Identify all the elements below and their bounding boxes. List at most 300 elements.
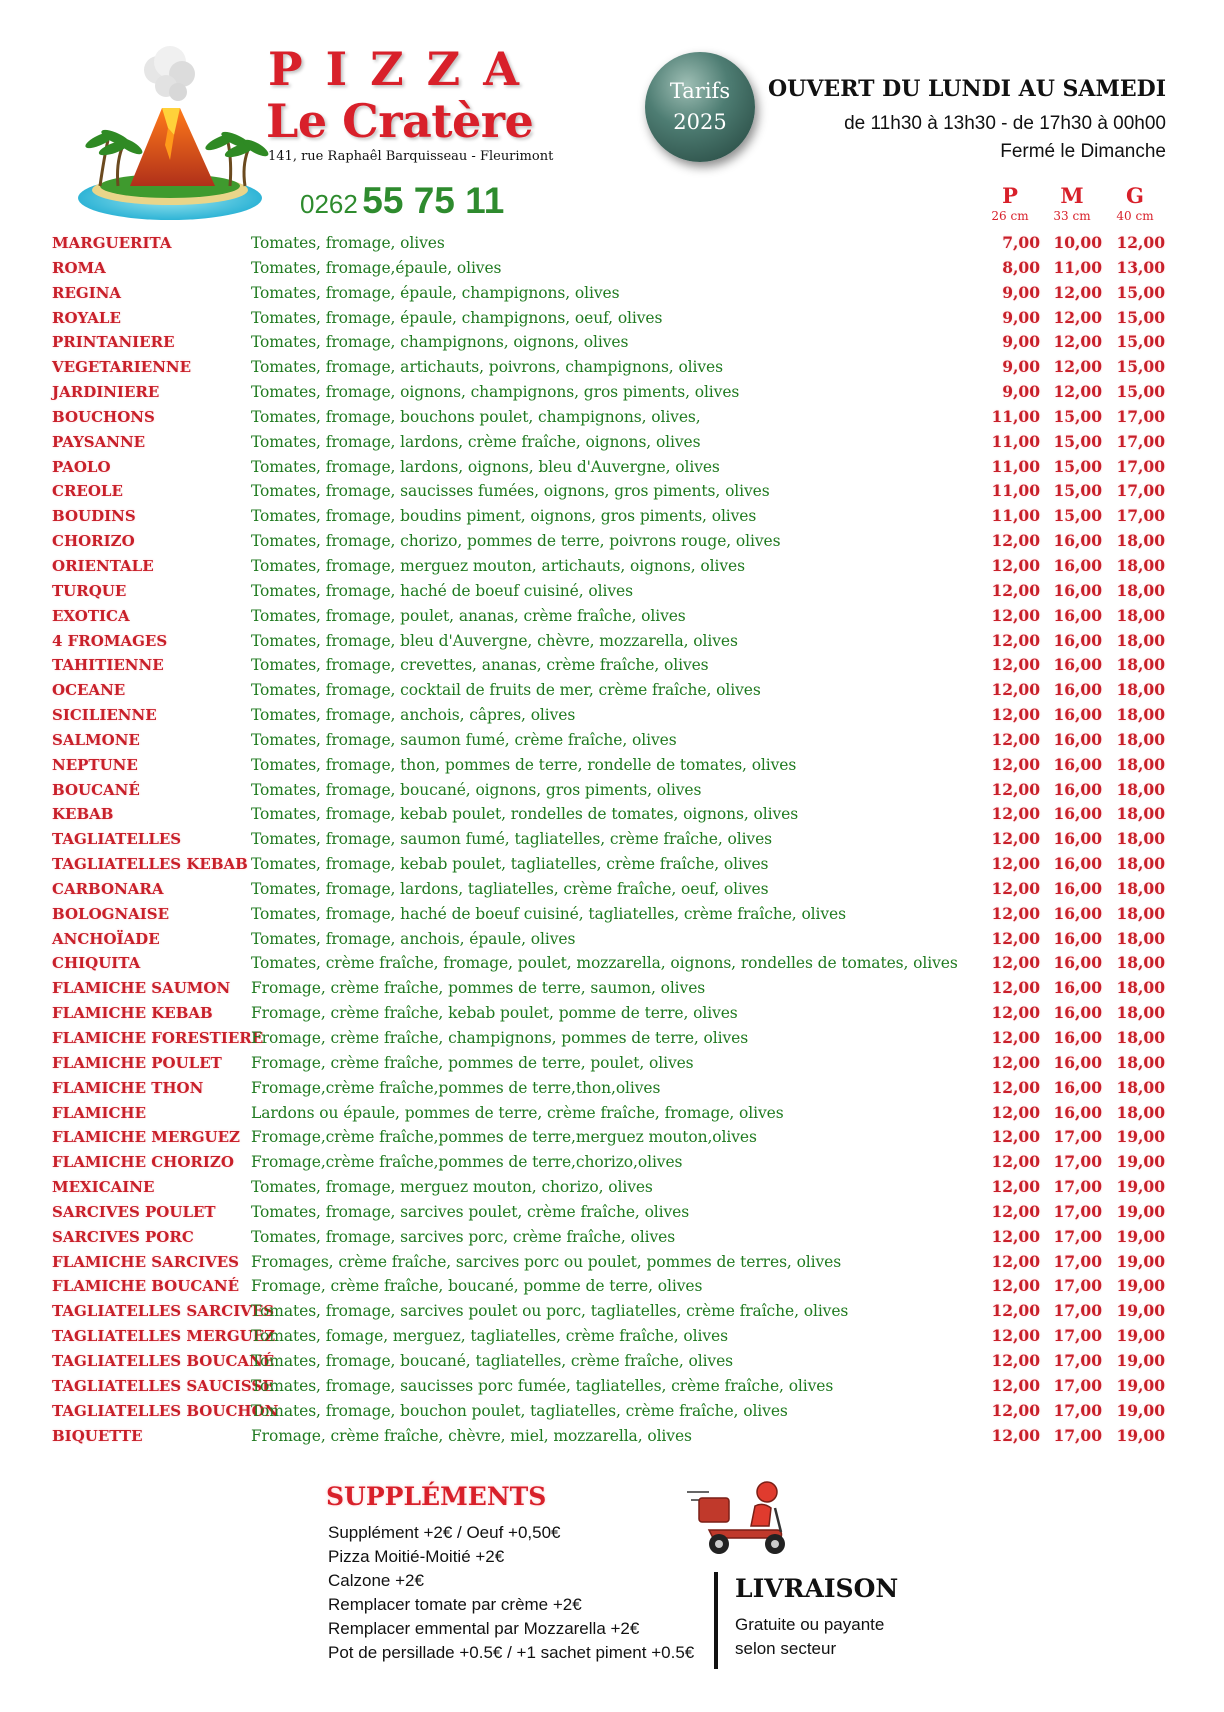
supplements-title: SUPPLÉMENTS	[326, 1482, 547, 1511]
menu-row	[52, 1150, 1172, 1175]
pizza-name: PAOLO	[52, 457, 111, 476]
pizza-ingredients: Tomates, fromage, chorizo, pommes de terre, poivrons rouge, olives	[251, 532, 781, 551]
price-small: 12,00	[991, 1350, 1040, 1370]
pizza-ingredients: Tomates, crème fraîche, fromage, poulet, mozzarella, oignons, rondelles de tomates, olives	[251, 954, 958, 973]
pizza-name: SICILIENNE	[52, 706, 157, 725]
pizza-ingredients: Tomates, fromage, olives	[251, 234, 445, 252]
delivery-scooter-icon	[685, 1478, 795, 1558]
pizza-ingredients: Fromage,crème fraîche,pommes de terre,thon,olives	[251, 1078, 661, 1097]
supplement-item: Remplacer tomate par crème +2€	[328, 1595, 582, 1614]
menu-row	[52, 1001, 1172, 1026]
pizza-name: TAGLIATELLES	[52, 830, 182, 849]
price-large: 19,00	[1116, 1177, 1165, 1197]
menu-row	[52, 1324, 1172, 1349]
pizza-ingredients: Tomates, fromage, kebab poulet, rondelles de tomates, oignons, olives	[251, 805, 799, 824]
menu-row	[52, 1374, 1172, 1399]
pizza-name: ORIENTALE	[52, 556, 154, 575]
price-large: 18,00	[1116, 705, 1165, 725]
price-small: 12,00	[991, 1052, 1040, 1072]
pizza-ingredients: Tomates, fromage, boucané, oignons, gros piments, olives	[251, 780, 702, 799]
menu-row	[52, 231, 1172, 256]
pizza-ingredients: Fromage, crème fraîche, pommes de terre, poulet, olives	[251, 1053, 694, 1072]
price-medium: 16,00	[1053, 978, 1102, 998]
pizza-name: TAGLIATELLES MERGUEZ	[52, 1327, 276, 1346]
price-small: 12,00	[991, 1003, 1040, 1023]
pizza-name: KEBAB	[52, 805, 114, 824]
price-medium: 15,00	[1053, 406, 1102, 426]
pizza-ingredients: Tomates, fromage, bleu d'Auvergne, chèvre, mozzarella, olives	[251, 631, 738, 650]
price-small: 7,00	[1002, 233, 1040, 252]
pizza-name: OCEANE	[52, 681, 126, 700]
pizza-ingredients: Tomates, fromage, anchois, câpres, olives	[251, 706, 576, 725]
price-large: 15,00	[1116, 357, 1165, 377]
price-large: 19,00	[1116, 1276, 1165, 1296]
price-small: 12,00	[991, 1251, 1040, 1271]
pizza-ingredients: Tomates, fromage, sarcives poulet, crème fraîche, olives	[251, 1202, 690, 1221]
pizza-name: TAGLIATELLES BOUCANÉ	[52, 1351, 275, 1370]
price-medium: 17,00	[1053, 1127, 1102, 1147]
price-large: 19,00	[1116, 1152, 1165, 1172]
price-large: 18,00	[1116, 953, 1165, 973]
pizza-name: FLAMICHE THON	[52, 1078, 204, 1097]
delivery-title: LIVRAISON	[735, 1574, 899, 1603]
pizza-name: SALMONE	[52, 730, 140, 749]
pizza-ingredients: Fromages, crème fraîche, sarcives porc ou poulet, pommes de terres, olives	[251, 1252, 842, 1271]
price-medium: 17,00	[1053, 1301, 1102, 1321]
pizza-ingredients: Fromage, crème fraîche, champignons, pommes de terre, olives	[251, 1029, 749, 1047]
pizza-name: MARGUERITA	[52, 234, 172, 252]
supplement-item: Supplément +2€ / Oeuf +0,50€	[328, 1523, 561, 1542]
pizza-name: CHIQUITA	[52, 954, 141, 973]
price-small: 12,00	[991, 1152, 1040, 1172]
price-medium: 15,00	[1053, 456, 1102, 476]
price-large: 18,00	[1116, 978, 1165, 998]
restaurant-name: Le Cratère	[266, 94, 534, 148]
pizza-name: TAGLIATELLES SARCIVES	[52, 1302, 275, 1321]
price-large: 18,00	[1116, 605, 1165, 625]
price-small: 12,00	[991, 779, 1040, 799]
pizza-ingredients: Tomates, fromage, poulet, ananas, crème fraîche, olives	[251, 606, 686, 625]
pizza-ingredients: Lardons ou épaule, pommes de terre, crème fraîche, fromage, olives	[251, 1103, 784, 1122]
menu-row	[52, 554, 1172, 579]
price-medium: 17,00	[1053, 1400, 1102, 1420]
menu-row	[52, 827, 1172, 852]
price-large: 18,00	[1116, 1052, 1165, 1072]
price-medium: 17,00	[1053, 1177, 1102, 1197]
menu-row	[52, 976, 1172, 1001]
pizza-ingredients: Tomates, fromage, saucisses fumées, oignons, gros piments, olives	[251, 482, 770, 501]
delivery-line: selon secteur	[735, 1639, 837, 1658]
pizza-ingredients: Tomates, fromage, épaule, champignons, olives	[251, 283, 620, 302]
pizza-ingredients: Tomates, fromage, épaule, champignons, oeuf, olives	[251, 308, 663, 327]
pizza-ingredients: Tomates, fromage,épaule, olives	[251, 258, 502, 277]
price-large: 19,00	[1116, 1226, 1165, 1246]
price-small: 12,00	[991, 555, 1040, 575]
price-large: 17,00	[1116, 456, 1165, 476]
price-large: 17,00	[1116, 481, 1165, 501]
menu-row	[52, 703, 1172, 728]
pizza-ingredients: Fromage, crème fraîche, chèvre, miel, mozzarella, olives	[251, 1426, 692, 1445]
price-medium: 12,00	[1053, 332, 1102, 352]
menu-row	[52, 802, 1172, 827]
pizza-name: PAYSANNE	[52, 432, 146, 451]
price-medium: 16,00	[1053, 531, 1102, 551]
price-medium: 16,00	[1053, 1003, 1102, 1023]
menu-row	[52, 778, 1172, 803]
menu-row	[52, 1399, 1172, 1424]
pizza-name: BIQUETTE	[52, 1426, 143, 1445]
menu-row	[52, 1424, 1172, 1449]
pizza-ingredients: Tomates, fromage, cocktail de fruits de mer, crème fraîche, olives	[251, 681, 761, 700]
price-small: 12,00	[991, 1102, 1040, 1122]
pizza-ingredients: Fromage,crème fraîche,pommes de terre,merguez mouton,olives	[251, 1128, 757, 1147]
price-medium: 17,00	[1053, 1350, 1102, 1370]
badge-line1: Tarifs	[669, 79, 731, 103]
menu-row	[52, 504, 1172, 529]
price-small: 9,00	[1002, 332, 1040, 352]
price-medium: 17,00	[1053, 1375, 1102, 1395]
price-small: 12,00	[991, 630, 1040, 650]
size-diameter: 33 cm	[1053, 209, 1091, 223]
price-medium: 16,00	[1053, 705, 1102, 725]
size-diameter: 40 cm	[1116, 209, 1154, 223]
pizza-ingredients: Tomates, fromage, saumon fumé, crème fraîche, olives	[251, 730, 677, 749]
pizza-name: REGINA	[52, 283, 122, 302]
size-diameter: 26 cm	[991, 209, 1029, 223]
pizza-name: SARCIVES POULET	[52, 1202, 216, 1221]
pizza-name: TAGLIATELLES KEBAB	[52, 855, 248, 874]
price-large: 17,00	[1116, 431, 1165, 451]
pizza-ingredients: Tomates, fromage, haché de boeuf cuisiné, tagliatelles, crème fraîche, olives	[251, 904, 846, 923]
price-medium: 16,00	[1053, 729, 1102, 749]
menu-row	[52, 455, 1172, 480]
menu-row	[52, 479, 1172, 504]
pizza-name: BOLOGNAISE	[52, 904, 170, 923]
menu-row	[52, 629, 1172, 654]
price-small: 12,00	[991, 1326, 1040, 1346]
price-small: 12,00	[991, 1375, 1040, 1395]
price-medium: 16,00	[1053, 878, 1102, 898]
menu-row	[52, 1349, 1172, 1374]
size-letter: G	[1126, 183, 1144, 208]
price-small: 12,00	[991, 1226, 1040, 1246]
price-large: 18,00	[1116, 754, 1165, 774]
price-medium: 17,00	[1053, 1425, 1102, 1445]
menu-row	[52, 877, 1172, 902]
pizza-name: CHORIZO	[52, 532, 135, 551]
price-medium: 15,00	[1053, 481, 1102, 501]
pizza-ingredients: Fromage, crème fraîche, kebab poulet, pomme de terre, olives	[251, 1004, 738, 1023]
price-large: 12,00	[1116, 233, 1165, 252]
delivery-text	[735, 1613, 884, 1661]
price-small: 12,00	[991, 804, 1040, 824]
pizza-ingredients: Tomates, fromage, lardons, crème fraîche, oignons, olives	[251, 432, 701, 451]
menu-row	[52, 529, 1172, 554]
pizza-menu-list	[52, 231, 1172, 1448]
menu-row	[52, 430, 1172, 455]
price-large: 18,00	[1116, 928, 1165, 948]
brand-word: PIZZA	[268, 42, 542, 96]
hours-title: OUVERT DU LUNDI AU SAMEDI	[768, 76, 1166, 102]
pizza-ingredients: Tomates, fromage, saumon fumé, tagliatelles, crème fraîche, olives	[251, 830, 773, 849]
price-medium: 15,00	[1053, 431, 1102, 451]
price-small: 12,00	[991, 1127, 1040, 1147]
pizza-ingredients: Tomates, fromage, haché de boeuf cuisiné, olives	[251, 581, 633, 600]
price-medium: 16,00	[1053, 754, 1102, 774]
pizza-name: FLAMICHE SAUMON	[52, 979, 231, 998]
price-small: 12,00	[991, 978, 1040, 998]
menu-row	[52, 951, 1172, 976]
pizza-ingredients: Tomates, fromage, merguez mouton, artichauts, oignons, olives	[251, 556, 745, 575]
price-large: 19,00	[1116, 1350, 1165, 1370]
pizza-ingredients: Tomates, fromage, boucané, tagliatelles, crème fraîche, olives	[251, 1351, 734, 1370]
price-large: 19,00	[1116, 1127, 1165, 1147]
price-large: 15,00	[1116, 282, 1165, 302]
menu-row	[52, 1274, 1172, 1299]
pizza-name: FLAMICHE	[52, 1103, 146, 1122]
price-small: 11,00	[991, 431, 1040, 451]
price-small: 11,00	[991, 456, 1040, 476]
pizza-ingredients: Tomates, fromage, saucisses porc fumée, tagliatelles, crème fraîche, olives	[251, 1376, 834, 1395]
pizza-name: TAGLIATELLES SAUCISSE	[52, 1376, 274, 1395]
pizza-ingredients: Tomates, fromage, sarcives poulet ou porc, tagliatelles, crème fraîche, olives	[251, 1302, 849, 1321]
price-large: 18,00	[1116, 829, 1165, 849]
price-large: 18,00	[1116, 903, 1165, 923]
phone-main: 55 75 11	[362, 180, 505, 221]
price-small: 9,00	[1002, 282, 1040, 302]
pizza-ingredients: Tomates, fromage, anchois, épaule, olives	[251, 929, 576, 948]
menu-row	[52, 852, 1172, 877]
price-medium: 17,00	[1053, 1201, 1102, 1221]
price-small: 12,00	[991, 953, 1040, 973]
pizza-ingredients: Tomates, fromage, bouchon poulet, tagliatelles, crème fraîche, olives	[251, 1401, 788, 1420]
pizza-name: TAGLIATELLES BOUCHON	[52, 1401, 279, 1420]
pizza-name: SARCIVES PORC	[52, 1227, 194, 1246]
price-small: 12,00	[991, 1301, 1040, 1321]
pizza-name: VEGETARIENNE	[52, 358, 192, 377]
price-medium: 10,00	[1053, 233, 1102, 252]
hours-closed: Fermé le Dimanche	[1000, 141, 1166, 162]
price-small: 12,00	[991, 754, 1040, 774]
price-large: 19,00	[1116, 1425, 1165, 1445]
price-medium: 17,00	[1053, 1326, 1102, 1346]
price-large: 19,00	[1116, 1301, 1165, 1321]
price-small: 12,00	[991, 531, 1040, 551]
price-large: 18,00	[1116, 555, 1165, 575]
price-small: 12,00	[991, 1201, 1040, 1221]
price-medium: 16,00	[1053, 854, 1102, 874]
price-medium: 16,00	[1053, 1077, 1102, 1097]
menu-row	[52, 902, 1172, 927]
price-small: 12,00	[991, 1077, 1040, 1097]
pizza-name: ROMA	[52, 258, 106, 277]
pizza-ingredients: Tomates, fromage, crevettes, ananas, crème fraîche, olives	[251, 656, 709, 675]
price-small: 12,00	[991, 605, 1040, 625]
price-small: 11,00	[991, 481, 1040, 501]
pizza-name: PRINTANIERE	[52, 333, 175, 352]
pizza-name: CREOLE	[52, 482, 123, 501]
pizza-ingredients: Tomates, fromage, artichauts, poivrons, champignons, olives	[251, 358, 723, 377]
price-medium: 12,00	[1053, 357, 1102, 377]
price-large: 15,00	[1116, 332, 1165, 352]
pizza-ingredients: Tomates, fromage, sarcives porc, crème fraîche, olives	[251, 1227, 676, 1246]
pizza-ingredients: Tomates, fromage, champignons, oignons, olives	[251, 333, 629, 352]
price-small: 9,00	[1002, 357, 1040, 377]
pizza-ingredients: Tomates, fromage, lardons, tagliatelles, crème fraîche, oeuf, olives	[251, 879, 769, 898]
pizza-ingredients: Fromage,crème fraîche,pommes de terre,chorizo,olives	[251, 1153, 683, 1172]
price-medium: 16,00	[1053, 928, 1102, 948]
pizza-name: FLAMICHE MERGUEZ	[52, 1128, 240, 1147]
phone-number[interactable]	[300, 180, 504, 222]
size-header-p	[980, 184, 1040, 224]
price-small: 12,00	[991, 705, 1040, 725]
hours-times: de 11h30 à 13h30 - de 17h30 à 00h00	[844, 113, 1166, 134]
price-small: 12,00	[991, 854, 1040, 874]
price-small: 12,00	[991, 1400, 1040, 1420]
menu-row	[52, 1299, 1172, 1324]
price-large: 18,00	[1116, 729, 1165, 749]
price-medium: 16,00	[1053, 804, 1102, 824]
menu-row	[52, 330, 1172, 355]
price-small: 11,00	[991, 506, 1040, 526]
pizza-name: FLAMICHE FORESTIERE	[52, 1029, 264, 1047]
pizza-ingredients: Tomates, fromage, bouchons poulet, champignons, olives,	[251, 407, 701, 426]
pizza-name: FLAMICHE BOUCANÉ	[52, 1277, 240, 1296]
supplements-list	[328, 1521, 694, 1665]
pizza-ingredients: Tomates, fromage, boudins piment, oignons, gros piments, olives	[251, 507, 757, 526]
price-small: 12,00	[991, 829, 1040, 849]
menu-row	[52, 405, 1172, 430]
price-medium: 16,00	[1053, 680, 1102, 700]
menu-row	[52, 927, 1172, 952]
menu-row	[52, 1225, 1172, 1250]
price-small: 12,00	[991, 928, 1040, 948]
price-large: 15,00	[1116, 307, 1165, 327]
menu-row	[52, 579, 1172, 604]
volcano-island-icon	[70, 40, 270, 225]
pizza-ingredients: Fromage, crème fraîche, pommes de terre, saumon, olives	[251, 979, 706, 998]
menu-row	[52, 1175, 1172, 1200]
price-medium: 17,00	[1053, 1152, 1102, 1172]
pizza-name: EXOTICA	[52, 606, 130, 625]
pizza-name: ROYALE	[52, 308, 121, 327]
price-large: 19,00	[1116, 1375, 1165, 1395]
price-large: 17,00	[1116, 406, 1165, 426]
price-medium: 16,00	[1053, 555, 1102, 575]
pizza-name: CARBONARA	[52, 879, 164, 898]
price-medium: 12,00	[1053, 282, 1102, 302]
price-large: 18,00	[1116, 680, 1165, 700]
supplement-item: Pizza Moitié-Moitié +2€	[328, 1547, 505, 1566]
supplement-item: Calzone +2€	[328, 1571, 424, 1590]
pizza-name: JARDINIERE	[52, 383, 160, 402]
pizza-name: TURQUE	[52, 581, 127, 600]
price-medium: 17,00	[1053, 1226, 1102, 1246]
price-large: 17,00	[1116, 506, 1165, 526]
price-large: 18,00	[1116, 630, 1165, 650]
tarifs-badge	[645, 52, 755, 162]
price-large: 18,00	[1116, 1028, 1165, 1047]
price-small: 11,00	[991, 406, 1040, 426]
pizza-name: FLAMICHE POULET	[52, 1053, 222, 1072]
pizza-name: BOUDINS	[52, 507, 136, 526]
price-large: 18,00	[1116, 655, 1165, 675]
menu-row	[52, 1125, 1172, 1150]
pizza-ingredients: Tomates, fromage, thon, pommes de terre, rondelle de tomates, olives	[251, 755, 797, 774]
menu-row	[52, 281, 1172, 306]
restaurant-address: 141, rue Raphaêl Barquisseau - Fleurimont	[268, 149, 554, 164]
price-small: 12,00	[991, 878, 1040, 898]
price-large: 18,00	[1116, 878, 1165, 898]
price-large: 18,00	[1116, 804, 1165, 824]
price-medium: 12,00	[1053, 382, 1102, 402]
size-letter: M	[1060, 183, 1084, 208]
price-large: 18,00	[1116, 1102, 1165, 1122]
price-medium: 16,00	[1053, 1028, 1102, 1047]
size-letter: P	[1002, 183, 1018, 208]
price-small: 12,00	[991, 655, 1040, 675]
pizza-name: BOUCHONS	[52, 407, 155, 426]
price-large: 18,00	[1116, 779, 1165, 799]
price-small: 12,00	[991, 903, 1040, 923]
price-large: 13,00	[1116, 257, 1165, 277]
price-large: 19,00	[1116, 1251, 1165, 1271]
supplement-item: Pot de persillade +0.5€ / +1 sachet piment +0.5€	[328, 1643, 695, 1662]
pizza-name: BOUCANÉ	[52, 780, 140, 799]
price-large: 15,00	[1116, 382, 1165, 402]
price-small: 12,00	[991, 729, 1040, 749]
price-medium: 16,00	[1053, 655, 1102, 675]
supplement-item: Remplacer emmental par Mozzarella +2€	[328, 1619, 640, 1638]
menu-row	[52, 1101, 1172, 1126]
menu-row	[52, 1250, 1172, 1275]
price-medium: 17,00	[1053, 1276, 1102, 1296]
price-medium: 15,00	[1053, 506, 1102, 526]
pizza-name: NEPTUNE	[52, 755, 138, 774]
size-header-m	[1042, 184, 1102, 224]
menu-row	[52, 256, 1172, 281]
price-medium: 16,00	[1053, 829, 1102, 849]
price-medium: 16,00	[1053, 779, 1102, 799]
price-medium: 16,00	[1053, 953, 1102, 973]
pizza-name: 4 FROMAGES	[52, 631, 168, 650]
price-small: 12,00	[991, 1177, 1040, 1197]
pizza-name: FLAMICHE SARCIVES	[52, 1252, 240, 1271]
size-header-g	[1105, 184, 1165, 224]
menu-row	[52, 1076, 1172, 1101]
menu-row	[52, 355, 1172, 380]
price-large: 19,00	[1116, 1400, 1165, 1420]
pizza-ingredients: Tomates, fromage, kebab poulet, tagliatelles, crème fraîche, olives	[251, 855, 769, 874]
pizza-ingredients: Tomates, fromage, lardons, oignons, bleu d'Auvergne, olives	[251, 457, 720, 476]
price-medium: 16,00	[1053, 903, 1102, 923]
price-large: 18,00	[1116, 1077, 1165, 1097]
pizza-ingredients: Tomates, fromage, merguez mouton, chorizo, olives	[251, 1178, 653, 1197]
price-large: 18,00	[1116, 854, 1165, 874]
pizza-name: TAHITIENNE	[52, 656, 164, 675]
price-large: 18,00	[1116, 1003, 1165, 1023]
menu-row	[52, 753, 1172, 778]
pizza-ingredients: Fromage, crème fraîche, boucané, pomme de terre, olives	[251, 1277, 703, 1296]
price-medium: 16,00	[1053, 630, 1102, 650]
price-small: 9,00	[1002, 307, 1040, 327]
price-small: 12,00	[991, 1276, 1040, 1296]
price-large: 18,00	[1116, 531, 1165, 551]
pizza-name: FLAMICHE KEBAB	[52, 1004, 213, 1023]
price-small: 12,00	[991, 1425, 1040, 1445]
pizza-name: MEXICAINE	[52, 1178, 155, 1197]
pizza-ingredients: Tomates, fomage, merguez, tagliatelles, crème fraîche, olives	[251, 1327, 728, 1346]
